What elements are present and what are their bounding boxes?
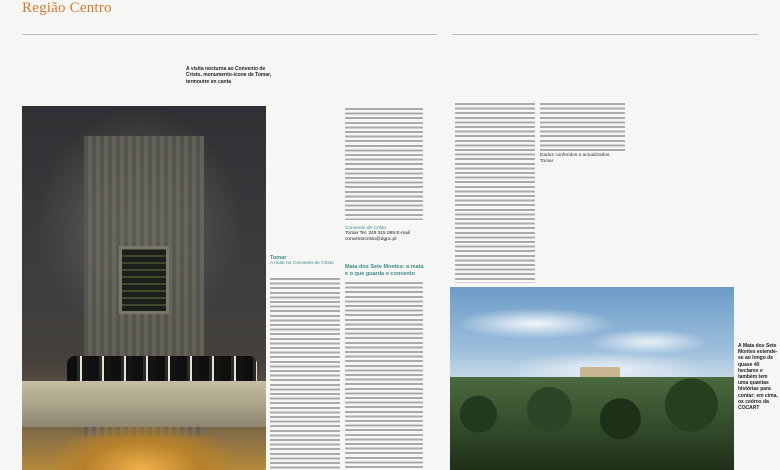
header-rule-right — [452, 34, 758, 35]
article-column-2-bottom — [345, 282, 423, 470]
tree-canopy — [450, 377, 734, 470]
warm-light — [52, 426, 232, 470]
article-column-4 — [540, 103, 625, 151]
tomar-title: Tomar — [270, 255, 287, 261]
convent-window-photo — [22, 106, 266, 470]
header-rule-left — [22, 34, 437, 35]
balcony-wall — [22, 381, 266, 427]
tomar-subtitle: A noite no Convento de Cristo — [270, 261, 334, 266]
visitors-group — [67, 356, 257, 384]
tomar-box — [270, 255, 338, 267]
article-endnote: Dados conferidos e actualizados. Tomar — [540, 153, 611, 164]
article-column-3 — [455, 103, 535, 283]
venue-info-label: Convento de Cristo — [345, 226, 387, 231]
photo-caption-right: A Mata dos Sete Montes estende-se ao longo de quase 40 hectares e também tem uma quantas histórias para contar: em cima, os cedros da COCART — [738, 343, 778, 412]
page-header — [22, 0, 112, 17]
venue-info-text: Tomar Tel. 249 315 089 E-mail conventocristo@dgpc.pt — [345, 231, 410, 242]
section-title: Região Centro — [22, 0, 112, 16]
article-column-2-top — [345, 108, 423, 220]
photo-caption-top: A visita nocturna ao Convento de Cristo, monumento-ícone de Tomar, termoutre en canta — [186, 66, 272, 85]
article-column-1 — [270, 278, 340, 470]
venue-info — [345, 226, 423, 243]
mata-sete-montes-photo — [450, 287, 734, 470]
window-grille — [119, 246, 169, 314]
article-subhead: Mata dos Sete Montes: a mata e o que guarda o convento — [345, 264, 424, 277]
